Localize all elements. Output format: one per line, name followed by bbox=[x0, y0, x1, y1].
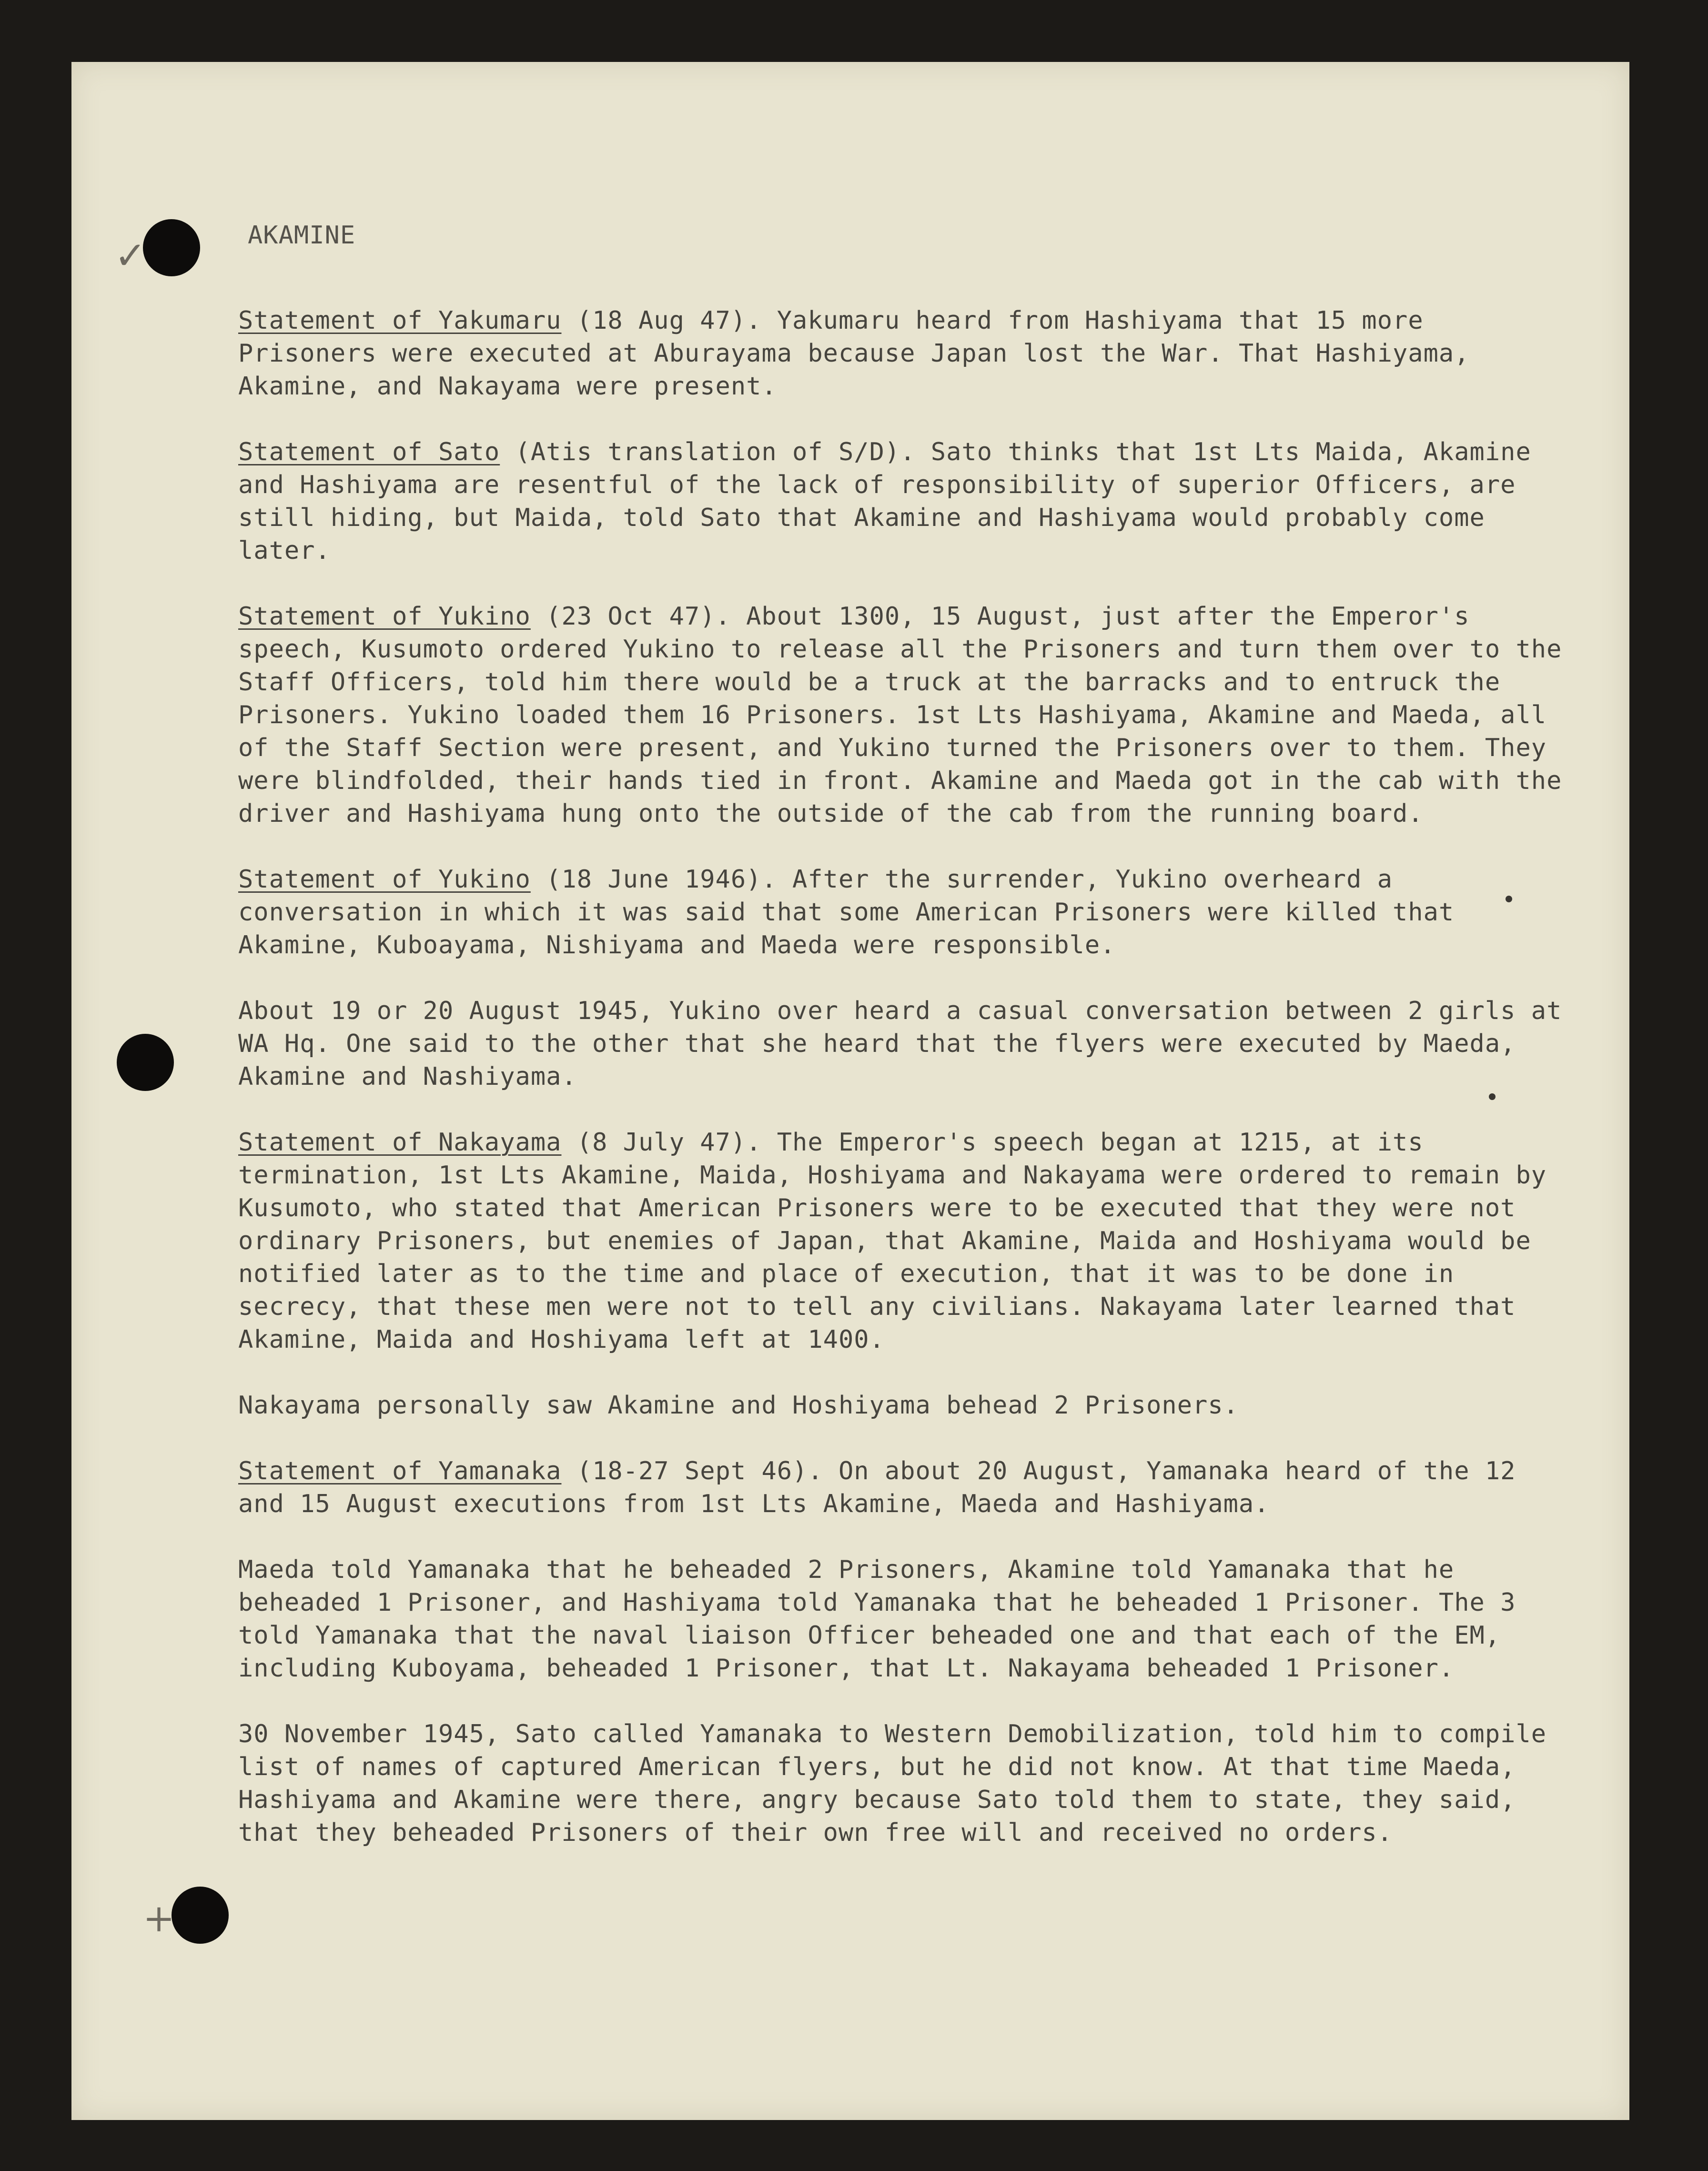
paragraph-text: Nakayama personally saw Akamine and Hoshiyama behead 2 Prisoners. bbox=[238, 1391, 1239, 1420]
paragraph bbox=[238, 1455, 1572, 1521]
paragraph bbox=[238, 1718, 1572, 1849]
paragraph-text: (Atis translation of S/D). Sato thinks that 1st Lts Maida, Akamine and Hashiyama are resentful of the lack of responsibility of superior Officers, are still hiding, but Maida, told Sato that Akamine and Hashiyama would probably come later. bbox=[238, 438, 1531, 565]
paragraph-text: (23 Oct 47). About 1300, 15 August, just after the Emperor's speech, Kusumoto ordered Yukino to release all the Prisoners and turn them over to the Staff Officers, told him there would be a truck at the barracks and to entruck the Prisoners. Yukino loaded them 16 Prisoners. 1st Lts Hashiyama, Akamine and Maeda, all of the Staff Section were present, and Yukino turned the Prisoners over to them. They were blindfolded, their hands tied in front. Akamine and Maeda got in the cab with the driver and Hashiyama hung onto the outside of the cab from the running board. bbox=[238, 602, 1562, 828]
paragraph-text: (18-27 Sept 46). On about 20 August, Yamanaka heard of the 12 and 15 August executions from 1st Lts Akamine, Maeda and Hashiyama. bbox=[238, 1457, 1516, 1518]
paragraph-lead: Statement of Yamanaka bbox=[238, 1457, 562, 1485]
punch-hole-top bbox=[143, 219, 200, 276]
document-page bbox=[71, 62, 1629, 2120]
pencil-check-mark: ✓ bbox=[114, 233, 147, 278]
pencil-cross-mark: + bbox=[143, 1896, 175, 1940]
paragraph bbox=[238, 1126, 1572, 1356]
typed-text-body bbox=[238, 219, 1572, 1882]
paragraph bbox=[238, 304, 1572, 403]
punch-hole-middle bbox=[117, 1034, 174, 1091]
paragraph bbox=[238, 863, 1572, 962]
paragraph-lead: Statement of Nakayama bbox=[238, 1128, 562, 1157]
paragraph bbox=[238, 436, 1572, 567]
document-heading: AKAMINE bbox=[248, 221, 356, 250]
paragraph-lead: Statement of Yakumaru bbox=[238, 306, 562, 335]
paragraph-text: (18 Aug 47). Yakumaru heard from Hashiyama that 15 more Prisoners were executed at Aburayama because Japan lost the War. That Hashiyama, Akamine, and Nakayama were present. bbox=[238, 306, 1470, 401]
paragraph-text: (18 June 1946). After the surrender, Yukino overheard a conversation in which it was said that some American Prisoners were killed that Akamine, Kuboayama, Nishiyama and Maeda were responsible. bbox=[238, 865, 1455, 959]
paragraph bbox=[238, 1389, 1572, 1422]
paragraph bbox=[238, 600, 1572, 830]
paragraph-text: (8 July 47). The Emperor's speech began at 1215, at its termination, 1st Lts Akamine, Maida, Hoshiyama and Nakayama were ordered to remain by Kusumoto, who stated that American Prisoners were to be executed that they were not ordinary Prisoners, but enemies of Japan, that Akamine, Maida and Hoshiyama would be notified later as to the time and place of execution, that it was to be done in secrecy, that these men were not to tell any civilians. Nakayama later learned that Akamine, Maida and Hoshiyama left at 1400. bbox=[238, 1128, 1547, 1354]
punch-hole-bottom bbox=[172, 1887, 229, 1944]
paragraph-lead: Statement of Yukino bbox=[238, 865, 531, 894]
paragraph-lead: Statement of Yukino bbox=[238, 602, 531, 631]
paragraph-text: 30 November 1945, Sato called Yamanaka to Western Demobilization, told him to compile list of names of captured American flyers, but he did not know. At that time Maeda, Hashiyama and Akamine were there, angry because Sato told them to state, they said, that they beheaded Prisoners of their own free will and received no orders. bbox=[238, 1720, 1547, 1847]
paragraph bbox=[238, 995, 1572, 1093]
paragraph-lead: Statement of Sato bbox=[238, 438, 500, 466]
paragraph bbox=[238, 1554, 1572, 1685]
paragraph-text: Maeda told Yamanaka that he beheaded 2 Prisoners, Akamine told Yamanaka that he beheaded 1 Prisoner, and Hashiyama told Yamanaka that he beheaded 1 Prisoner. The 3 told Yamanaka that the naval liaison Officer beheaded one and that each of the EM, including Kuboyama, beheaded 1 Prisoner, that Lt. Nakayama beheaded 1 Prisoner. bbox=[238, 1555, 1516, 1683]
paragraph-text: About 19 or 20 August 1945, Yukino over heard a casual conversation between 2 girls at WA Hq. One said to the other that she heard that the flyers were executed by Maeda, Akamine and Nashiyama. bbox=[238, 997, 1562, 1091]
